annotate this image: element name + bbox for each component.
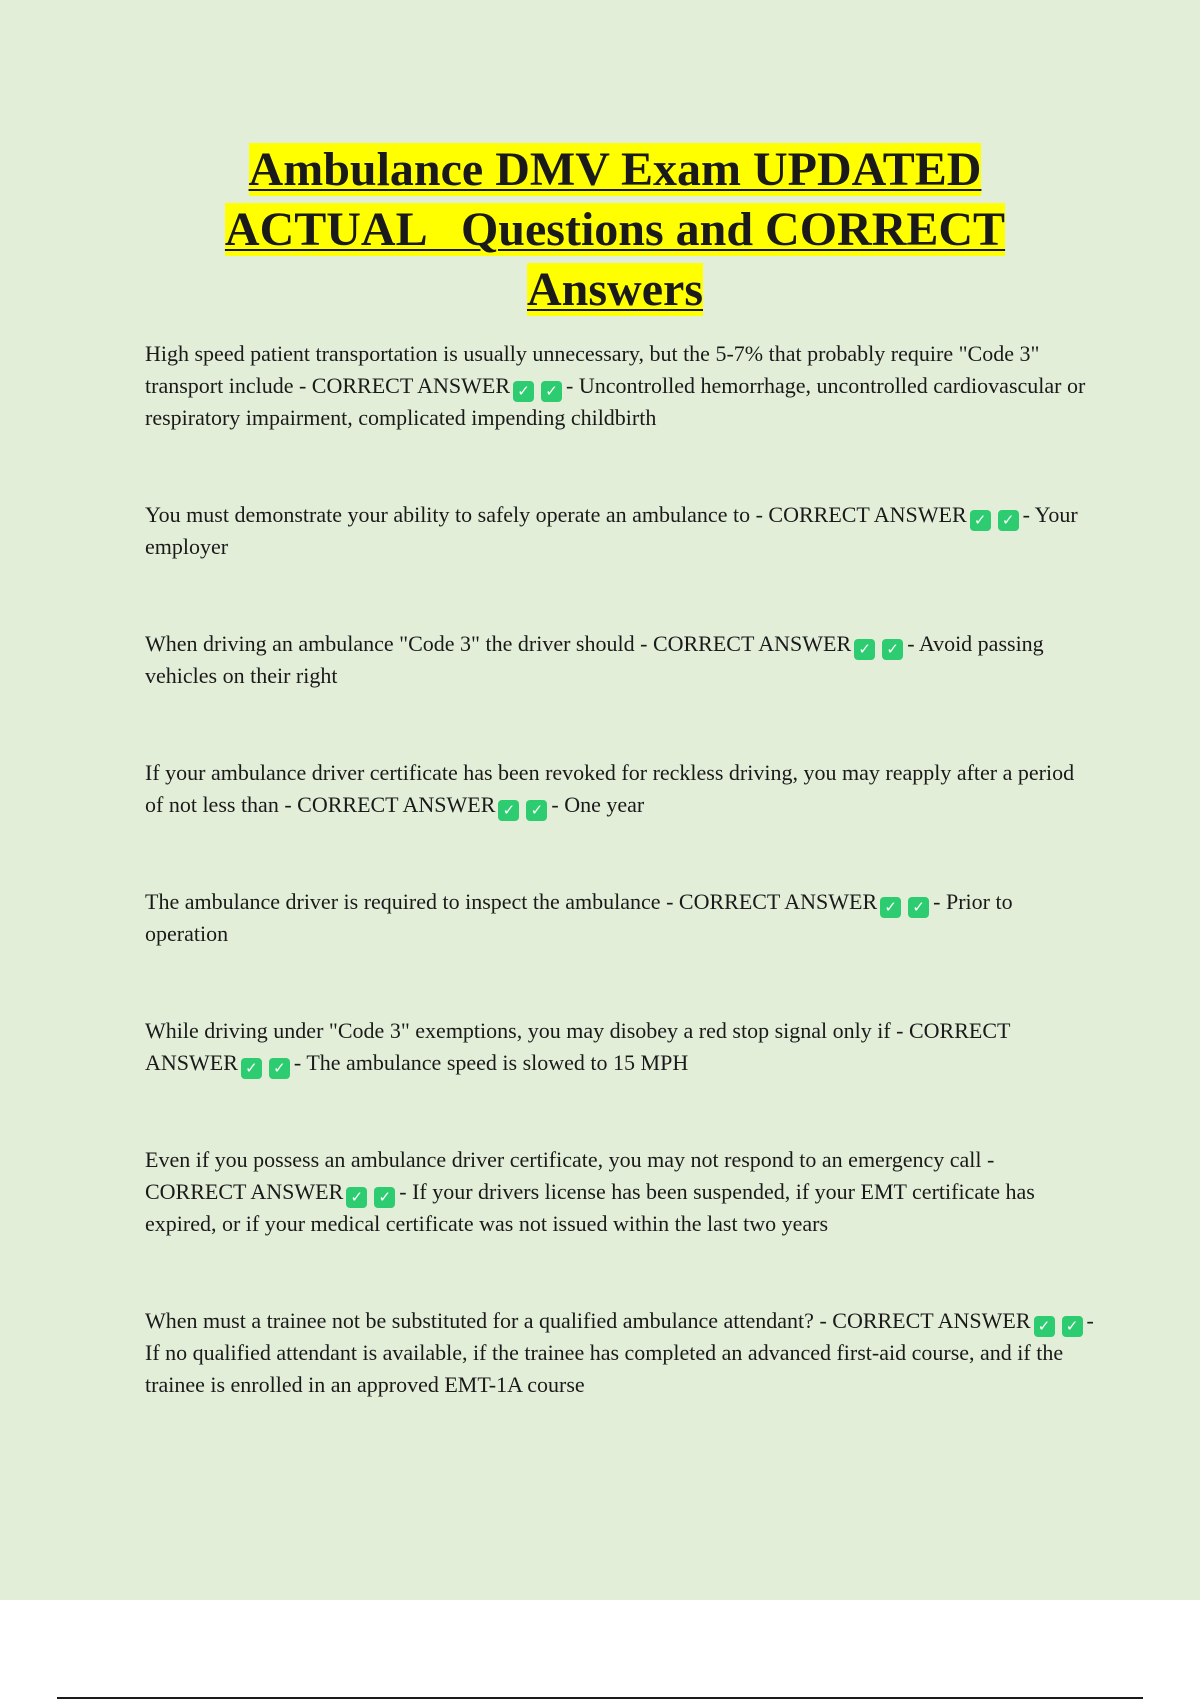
check-mark-icon: ✓ <box>970 510 991 531</box>
qa-item: When must a trainee not be substituted for a qualified ambulance attendant? - CORRECT ANSWER ✓ ✓ - If no qualified attendant is available, if the trainee has completed an advanced first-aid course, and if the trainee is enrolled in an approved EMT-1A course <box>145 1308 1094 1397</box>
question-answer-list <box>145 338 1095 1466</box>
question-text: When must a trainee not be substituted for a qualified ambulance attendant? <box>145 1308 814 1333</box>
document-title <box>140 140 1090 320</box>
answer-text: Avoid passing vehicles on their right <box>145 631 1044 688</box>
correct-answer-label: CORRECT ANSWER <box>297 792 496 817</box>
correct-answer-label: CORRECT ANSWER <box>145 1018 1011 1075</box>
question-text: While driving under "Code 3" exemptions, you may disobey a red stop signal only if <box>145 1018 891 1043</box>
check-mark-icon: ✓ <box>241 1058 262 1079</box>
qa-item: Even if you possess an ambulance driver certificate, you may not respond to an emergency call - CORRECT ANSWER ✓ ✓ - If your drivers license has been suspended, if your EMT certificate has expired, or if your medical certificate was not issued within the last two years <box>145 1147 1035 1236</box>
qa-item: When driving an ambulance "Code 3" the driver should - CORRECT ANSWER ✓ ✓ - Avoid passing vehicles on their right <box>145 631 1044 688</box>
qa-item: High speed patient transportation is usually unnecessary, but the 5-7% that probably require "Code 3" transport include - CORRECT ANSWER ✓ ✓ - Uncontrolled hemorrhage, uncontrolled cardiovascular or respiratory impairment, complicated impending childbirth <box>145 341 1086 430</box>
answer-text: Prior to operation <box>145 889 1013 946</box>
check-mark-icon: ✓ <box>908 897 929 918</box>
answer-text: If your drivers license has been suspended, if your EMT certificate has expired, or if your medical certificate was not issued within the last two years <box>145 1179 1035 1236</box>
question-text: The ambulance driver is required to inspect the ambulance <box>145 889 661 914</box>
title-line-1: Ambulance DMV Exam UPDATED <box>248 143 982 196</box>
correct-answer-label: CORRECT ANSWER <box>678 889 878 914</box>
check-mark-icon: ✓ <box>998 510 1019 531</box>
check-mark-icon: ✓ <box>882 639 903 660</box>
check-mark-icon: ✓ <box>541 381 562 402</box>
answer-text: If no qualified attendant is available, if the trainee has completed an advanced first-aid course, and if the trainee is enrolled in an approved EMT-1A course <box>145 1340 1064 1397</box>
correct-answer-label: CORRECT ANSWER <box>311 373 511 398</box>
correct-answer-label: CORRECT ANSWER <box>832 1308 1031 1333</box>
check-mark-icon: ✓ <box>513 381 534 402</box>
answer-text: Uncontrolled hemorrhage, uncontrolled cardiovascular or respiratory impairment, complicated impending childbirth <box>145 373 1086 430</box>
check-mark-icon: ✓ <box>374 1187 395 1208</box>
title-line-3: Answers <box>527 263 703 316</box>
qa-item: While driving under "Code 3" exemptions, you may disobey a red stop signal only if - CORRECT ANSWER ✓ ✓ - The ambulance speed is slowed to 15 MPH <box>145 1018 1011 1077</box>
question-text: You must demonstrate your ability to safely operate an ambulance to <box>145 502 751 527</box>
question-text: If your ambulance driver certificate has been revoked for reckless driving, you may reapply after a period of not less than <box>145 760 1075 817</box>
question-text: When driving an ambulance "Code 3" the driver should <box>145 631 635 656</box>
check-mark-icon: ✓ <box>346 1187 367 1208</box>
footer-rule <box>57 1697 1143 1699</box>
correct-answer-label: CORRECT ANSWER <box>652 631 852 656</box>
check-mark-icon: ✓ <box>854 639 875 660</box>
answer-text: The ambulance speed is slowed to 15 MPH <box>306 1050 689 1075</box>
check-mark-icon: ✓ <box>526 800 547 821</box>
correct-answer-label: CORRECT ANSWER <box>145 1179 344 1204</box>
question-text: Even if you possess an ambulance driver certificate, you may not respond to an emergency call <box>145 1147 982 1172</box>
answer-text: Your employer <box>145 502 1078 559</box>
qa-item: The ambulance driver is required to inspect the ambulance - CORRECT ANSWER ✓ ✓ - Prior to operation <box>145 889 1013 946</box>
title-line-2: ACTUAL Questions and CORRECT <box>224 203 1006 256</box>
question-text: High speed patient transportation is usually unnecessary, but the 5-7% that probably require "Code 3" transport include <box>145 341 1040 398</box>
check-mark-icon: ✓ <box>1062 1316 1083 1337</box>
check-mark-icon: ✓ <box>498 800 519 821</box>
check-mark-icon: ✓ <box>269 1058 290 1079</box>
qa-item: If your ambulance driver certificate has been revoked for reckless driving, you may reapply after a period of not less than - CORRECT ANSWER ✓ ✓ - One year <box>145 760 1075 819</box>
answer-text: One year <box>564 792 645 817</box>
qa-item: You must demonstrate your ability to safely operate an ambulance to - CORRECT ANSWER ✓ ✓ - Your employer <box>145 502 1078 559</box>
check-mark-icon: ✓ <box>880 897 901 918</box>
check-mark-icon: ✓ <box>1034 1316 1055 1337</box>
correct-answer-label: CORRECT ANSWER <box>768 502 967 527</box>
